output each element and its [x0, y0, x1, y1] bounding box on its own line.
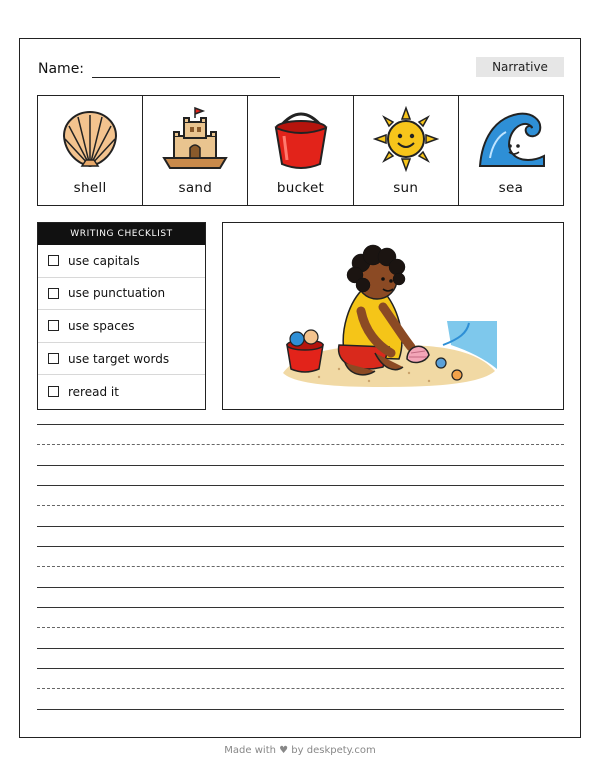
sandcastle-icon [160, 106, 230, 172]
seashell-icon [57, 106, 123, 172]
checklist-item-label: use capitals [68, 253, 140, 268]
vocab-card-sand [143, 96, 248, 205]
heart-icon: ♥ [279, 745, 289, 756]
wave-icon [476, 106, 546, 172]
vocab-word-sea: sea [498, 180, 524, 196]
checklist-item[interactable] [38, 375, 205, 408]
sun-icon [373, 106, 439, 172]
worksheet [19, 38, 581, 738]
checkbox[interactable] [48, 320, 59, 331]
checklist-title: WRITING CHECKLIST [38, 223, 205, 245]
checklist-item[interactable] [38, 310, 205, 343]
checkbox[interactable] [48, 386, 59, 397]
checklist-item[interactable] [38, 343, 205, 376]
child-collecting-shells-illustration [279, 241, 501, 391]
checkbox[interactable] [48, 353, 59, 364]
footer-credit [0, 745, 600, 756]
checkbox[interactable] [48, 288, 59, 299]
vocab-card-sea [459, 96, 563, 205]
checkbox[interactable] [48, 255, 59, 266]
vocab-word-sand: sand [178, 180, 213, 196]
bucket-icon [270, 106, 332, 172]
checklist-item[interactable] [38, 278, 205, 311]
checklist-item-label: reread it [68, 384, 119, 399]
writing-checklist [37, 222, 206, 410]
vocabulary-bank [37, 95, 564, 206]
footer-made-with: Made with [224, 745, 276, 756]
vocab-word-shell: shell [73, 180, 107, 196]
name-label: Name: [38, 61, 85, 77]
picture-prompt [222, 222, 564, 410]
vocab-word-sun: sun [393, 180, 419, 196]
checklist-item[interactable] [38, 245, 205, 278]
vocab-card-sun [354, 96, 459, 205]
checklist-item-label: use punctuation [68, 286, 166, 301]
footer-by-site: by deskpety.com [291, 745, 376, 756]
vocab-word-bucket: bucket [276, 180, 325, 196]
checklist-item-label: use spaces [68, 318, 135, 333]
genre-badge: Narrative [476, 57, 564, 77]
name-input-line[interactable] [92, 77, 280, 78]
vocab-card-shell [38, 96, 143, 205]
checklist-item-label: use target words [68, 351, 170, 366]
vocab-card-bucket [248, 96, 353, 205]
